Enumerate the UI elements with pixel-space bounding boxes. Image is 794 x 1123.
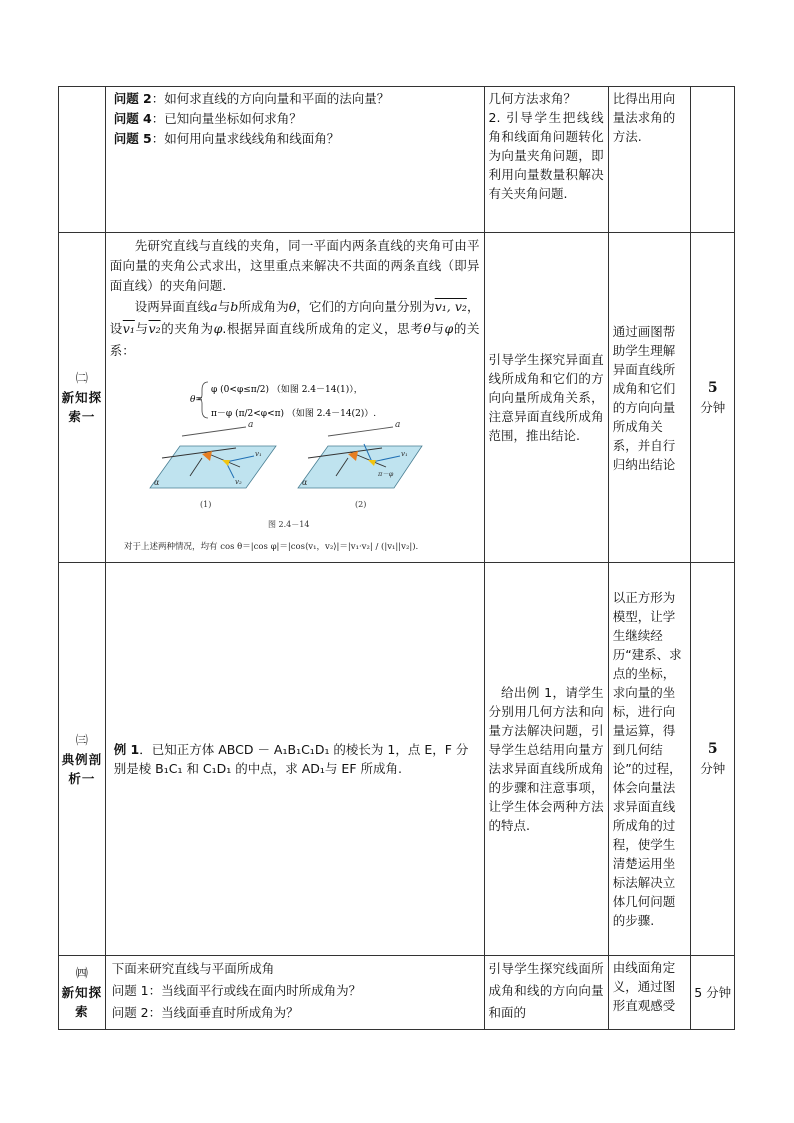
stage-number: ㈢ [75,732,88,747]
content-cell [105,87,484,233]
line-intro: 下面来研究直线与平面所成角 [111,961,275,976]
label-alpha-1: α [153,478,160,487]
figure-conclusion: 对于上述两种情况，均有 cos θ＝|cos φ|＝|cos⟨v₁，v₂⟩|＝|v₁·v₂| / (|v₁||v₂|). [123,542,418,552]
stage-cell [59,563,106,956]
table-row-questions [59,87,735,233]
question-2: 问题 2：当线面垂直时所成角为？ [111,1005,299,1020]
stage-cell-empty [59,87,106,233]
formula-theta: θ= [189,395,203,405]
label-a-2: a [394,420,401,430]
time-text: 5 分钟 [694,985,732,1000]
paragraph-setup: 设两异面直线a与b所成角为θ，它们的方向向量分别为v₁, v₂，设v₁与v₂的夹角为φ.根据异面直线所成角的定义，思考θ与φ的关系： [109,299,480,358]
time-cell [691,233,735,563]
content-cell [105,956,484,1030]
teacher-guide-cell: 几何方法求角？ 2. 引导学生把线线角和线面角问题转化为向量夹角问题，即利用向量数量积解决有关夹角问题. [484,87,608,233]
figure-1 [150,420,276,509]
time-unit: 分钟 [700,761,726,776]
formula-case-2: π－φ (π/2<φ<π) （如图 2.4－14(2)）. [210,409,376,419]
line-a-1 [182,427,246,436]
stage-number: ㈣ [75,966,88,980]
question-1: 问题 1：当线面平行或线在面内时所成角为？ [111,983,362,998]
design-intent-cell: 由线面角定义，通过图形直观感受 [608,956,691,1030]
label-fig-1: (1) [199,500,212,509]
design-intent-cell: 通过画图帮助学生理解异面直线所成角和它们的方向向量所成角关系，并自行归纳出结论 [608,233,691,563]
question-4: 问题 4：已知向量坐标如何求角？ [113,111,302,126]
time-unit: 分钟 [700,399,726,415]
lesson-plan-table [58,86,735,1030]
stage-number: ㈡ [75,371,88,385]
label-alpha-2: α [301,478,308,487]
stage-name: 新知探索一 [61,390,103,424]
question-2: 问题 2：如何求直线的方向向量和平面的法向量？ [113,91,390,106]
stage-name: 新知探索 [61,985,103,1019]
label-a-1: a [247,420,254,430]
time-cell [691,956,735,1030]
example-label: 例 1 [113,742,140,757]
label-v1-1: v₁ [254,450,262,458]
figure-caption: 图 2.4－14 [267,520,310,529]
time-number: 5 [707,741,718,757]
label-v2-1: v₂ [234,478,242,486]
formula-case-1: φ (0<φ≤π/2) （如图 2.4－14(1)）， [210,385,363,395]
paragraph-intro: 先研究直线与直线的夹角，同一平面内两条直线的夹角可由平面向量的夹角公式求出，这里重点来解决不共面的两条直线（即异面直线）的夹角问题. [109,238,480,293]
teacher-guide-cell: 引导学生探究异面直线所成角和它们的方向向量所成角关系，注意异面直线所成角范围，推出结论. [484,233,608,563]
angle-figure-svg [110,364,455,556]
stage-cell [59,233,106,563]
example-text: ．已知正方体 ABCD － A₁B₁C₁D₁ 的棱长为 1，点 E，F 分别是棱 B₁C₁ 和 C₁D₁ 的中点，求 AD₁与 EF 所成角. [113,742,469,776]
table-row-new-knowledge-2 [59,956,735,1030]
content-cell [105,233,484,563]
time-cell-empty [691,87,735,233]
stage-name: 典例剖析一 [61,751,103,786]
design-intent-cell: 比得出用向量法求角的方法. [608,87,691,233]
time-number: 5 [707,379,718,396]
figure-2 [298,420,422,509]
teacher-guide-cell: 给出例 1，请学生分别用几何方法和向量方法解决问题，引导学生总结用向量方法求异面直线所成角的步骤和注意事项，让学生体会两种方法的特点. [484,563,608,956]
table-row-new-knowledge-1 [59,233,735,563]
label-fig-2: (2) [354,500,367,509]
line-a-2 [328,427,393,436]
table-row-example-1 [59,563,735,956]
angle-figure [110,364,480,556]
label-pi-minus-phi: π－φ [377,470,394,478]
content-cell [105,563,484,956]
teacher-guide-cell: 引导学生探究线面所成角和线的方向向量和面的 [484,956,608,1030]
time-cell [691,563,735,956]
label-v1-2: v₁ [400,450,408,458]
stage-cell [59,956,106,1030]
design-intent-cell: 以正方形为模型，让学生继续经历“建系、求点的坐标，求向量的坐标，进行向量运算，得到几何结论”的过程，体会向量法求异面直线所成角的过程，使学生清楚运用坐标法解决立体几何问题的步骤. [608,563,691,956]
question-5: 问题 5：如何用向量求线线角和线面角？ [113,131,340,146]
